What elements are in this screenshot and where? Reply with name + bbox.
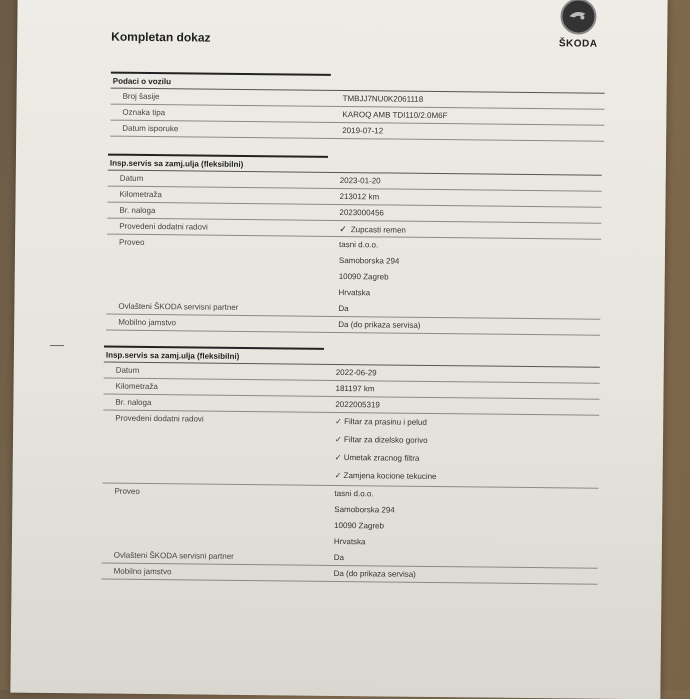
extra-item bbox=[335, 467, 437, 486]
address-line: 10090 Zagreb bbox=[338, 271, 389, 282]
row-value bbox=[339, 224, 406, 236]
address-line: 10090 Zagreb bbox=[334, 520, 384, 531]
extra-item-label: Zamjena kocione tekucine bbox=[343, 471, 437, 482]
extra-item-label: Filtar za prasinu i pelud bbox=[344, 417, 427, 427]
brand-name: ŠKODA bbox=[558, 38, 598, 50]
row-label: Proveo bbox=[119, 237, 145, 247]
row-label: Br. naloga bbox=[115, 397, 152, 408]
row-label: Datum isporuke bbox=[122, 123, 179, 134]
check-icon: ✓ bbox=[334, 470, 344, 481]
page-title: Kompletan dokaz bbox=[111, 29, 211, 45]
row-label: Kilometraža bbox=[115, 381, 158, 392]
section-header: Insp.servis sa zamj.ulja (fleksibilni) bbox=[108, 156, 602, 176]
row-label: Datum bbox=[119, 173, 144, 183]
row-label: Ovlašteni ŠKODA servisni partner bbox=[113, 550, 234, 561]
extra-item: Zupcasti remen bbox=[350, 225, 406, 235]
row-label: Proveo bbox=[114, 486, 140, 496]
row-value: 2022-06-29 bbox=[335, 367, 377, 378]
provider-address bbox=[334, 486, 395, 551]
check-icon: ✓ bbox=[335, 416, 345, 427]
address-line: Samoborska 294 bbox=[338, 255, 400, 266]
row-label: Provedeni dodatni radovi bbox=[115, 413, 204, 424]
row-value: 181197 km bbox=[335, 383, 375, 394]
extra-item bbox=[335, 431, 437, 450]
row-label: Provedeni dodatni radovi bbox=[119, 221, 208, 232]
extra-item-label: Umetak zracnog filtra bbox=[343, 453, 420, 463]
extra-item bbox=[335, 449, 437, 468]
row-value: KAROQ AMB TDI110/2.0M6F bbox=[342, 110, 448, 121]
vehicle-section bbox=[110, 72, 605, 142]
row-value: 2023000456 bbox=[339, 207, 384, 218]
row-value: 213012 km bbox=[339, 191, 380, 202]
row-label: Kilometraža bbox=[119, 189, 162, 200]
section-header: Insp.servis sa zamj.ulja (fleksibilni) bbox=[104, 348, 600, 368]
row-label: Broj šasije bbox=[122, 91, 160, 102]
row-label: Ovlašteni ŠKODA servisni partner bbox=[118, 301, 239, 312]
extra-item bbox=[335, 413, 437, 432]
row-label: Oznaka tipa bbox=[122, 107, 166, 118]
row-value: 2022005319 bbox=[335, 399, 380, 410]
skoda-arrow-icon bbox=[560, 0, 596, 35]
row-value: TMBJJ7NU0K2061118 bbox=[342, 94, 424, 104]
row-label: Br. naloga bbox=[119, 205, 156, 216]
margin-mark bbox=[50, 345, 64, 346]
check-icon: ✓ bbox=[334, 452, 344, 463]
row-label: Datum bbox=[115, 365, 140, 375]
table-row bbox=[102, 484, 599, 553]
check-icon: ✓ bbox=[339, 223, 347, 235]
table-row bbox=[103, 411, 600, 489]
service-section-1 bbox=[106, 154, 602, 336]
address-line: Samoborska 294 bbox=[334, 504, 395, 515]
row-value: Da (do prikaza servisa) bbox=[338, 319, 421, 330]
extra-items-list bbox=[335, 413, 438, 486]
row-label: Mobilno jamstvo bbox=[113, 566, 172, 577]
address-line: Hrvatska bbox=[338, 287, 371, 298]
service-section-2 bbox=[102, 346, 600, 585]
row-value: Da bbox=[338, 303, 349, 314]
row-value: 2019-07-12 bbox=[342, 126, 384, 136]
address-line: tasni d.o.o. bbox=[339, 239, 379, 250]
row-label: Mobilno jamstvo bbox=[118, 317, 177, 328]
row-value: Da bbox=[333, 552, 345, 563]
section-header: Podaci o vozilu bbox=[111, 74, 605, 94]
address-line: tasni d.o.o. bbox=[334, 488, 374, 499]
row-value: 2023-01-20 bbox=[339, 175, 381, 186]
document-page bbox=[10, 0, 667, 699]
provider-address bbox=[338, 237, 399, 302]
extra-item-label: Filtar za dizelsko gorivo bbox=[343, 435, 428, 445]
table-row bbox=[106, 235, 601, 304]
row-value: Da (do prikaza servisa) bbox=[333, 568, 416, 579]
check-icon: ✓ bbox=[334, 434, 345, 445]
address-line: Hrvatska bbox=[333, 536, 366, 547]
skoda-logo bbox=[553, 0, 604, 50]
